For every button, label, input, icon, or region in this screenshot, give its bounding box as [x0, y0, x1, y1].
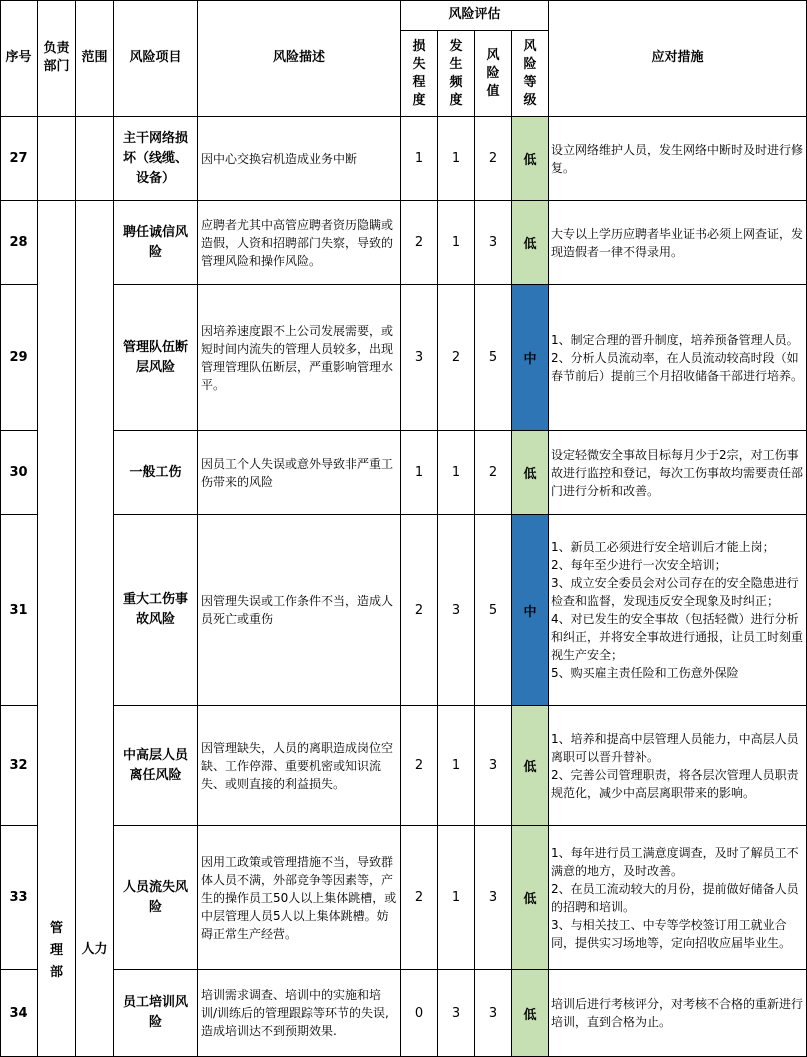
risk-level-badge: 低 — [512, 201, 549, 285]
risk-value: 3 — [475, 201, 512, 285]
countermeasure: 设定轻微安全事故目标每月少于2宗，对工伤事故进行监控和登记，每次工伤事故均需要责任部门进行分析和改善。 — [549, 431, 807, 515]
risk-description: 应聘者尤其中高管应聘者资历隐瞒或造假，人资和招聘部门失察，导致的管理风险和操作风险。 — [198, 201, 401, 285]
countermeasure: 1、培养和提高中层管理人员能力，中高层人员离职可以晋升替补。 2、完善公司管理职责，将各层次管理人员职责规范化，减少中高层离职带来的影响。 — [549, 706, 807, 826]
risk-level-badge: 低 — [512, 826, 549, 970]
occurrence-frequency: 1 — [438, 431, 475, 515]
dept-merged-cell — [38, 201, 76, 1057]
countermeasure: 1、每年进行员工满意度调查，及时了解员工不满意的地方，及时改善。 2、在员工流动较大的月份，提前做好储备人员的招聘和培训。 3、与相关技工、中专等学校签订用工就业合同，提供实习场地等，定向招收应届毕业生。 — [549, 826, 807, 970]
header-level: 风 险 等 级 — [512, 31, 549, 117]
loss-degree: 3 — [401, 285, 438, 431]
row-seq: 30 — [0, 431, 38, 515]
loss-degree: 2 — [401, 826, 438, 970]
occurrence-frequency: 3 — [438, 970, 475, 1057]
row-seq: 29 — [0, 285, 38, 431]
header-item: 风险项目 — [114, 0, 198, 117]
risk-description: 因管理失误或工作条件不当，造成人员死亡或重伤 — [198, 515, 401, 706]
loss-degree: 2 — [401, 201, 438, 285]
risk-item: 员工培训风险 — [114, 970, 198, 1057]
header-scope: 范围 — [76, 0, 114, 117]
risk-description: 因管理缺失，人员的离职造成岗位空缺、工作停滞、重要机密或知识流失、或则直接的利益损失。 — [198, 706, 401, 826]
row-seq: 28 — [0, 201, 38, 285]
risk-level-badge: 低 — [512, 117, 549, 201]
risk-description: 因员工个人失误或意外导致非严重工伤带来的风险 — [198, 431, 401, 515]
row-seq: 34 — [0, 970, 38, 1057]
countermeasure: 设立网络维护人员，发生网络中断时及时进行修复。 — [549, 117, 807, 201]
risk-item: 管理队伍断层风险 — [114, 285, 198, 431]
risk-description: 培训需求调查、培训中的实施和培训/训练后的管理跟踪等环节的失误,造成培训达不到预期效果. — [198, 970, 401, 1057]
row-seq: 27 — [0, 117, 38, 201]
risk-description: 因培养速度跟不上公司发展需要，或短时间内流失的管理人员较多，出现管理管理队伍断层，严重影响管理水平。 — [198, 285, 401, 431]
countermeasure: 1、新员工必须进行安全培训后才能上岗； 2、每年至少进行一次安全培训； 3、成立安全委员会对公司存在的安全隐患进行检查和监督，发现违反安全现象及时纠正； 4、对已发生的安全事故（包括轻微）进行分析和纠正，并将安全事故进行通报，让员工时刻重视生产安全； 5、购买雇主责任险和工伤意外保险 — [549, 515, 807, 706]
risk-item: 中高层人员离任风险 — [114, 706, 198, 826]
row-seq: 32 — [0, 706, 38, 826]
loss-degree: 2 — [401, 706, 438, 826]
countermeasure: 大专以上学历应聘者毕业证书必须上网查证，发现造假者一律不得录用。 — [549, 201, 807, 285]
row-seq: 33 — [0, 826, 38, 970]
occurrence-frequency: 1 — [438, 117, 475, 201]
risk-value: 3 — [475, 826, 512, 970]
countermeasure: 培训后进行考核评分，对考核不合格的重新进行培训，直到合格为止。 — [549, 970, 807, 1057]
header-loss: 损 失 程 度 — [401, 31, 438, 117]
risk-description: 因用工政策或管理措施不当，导致群体人员不满，外部竞争等因素等，产生的操作员工50人以上集体跳槽，或中层管理人员5人以上集体跳槽。妨碍正常生产经营。 — [198, 826, 401, 970]
risk-level-badge: 中 — [512, 285, 549, 431]
risk-level-badge: 低 — [512, 970, 549, 1057]
occurrence-frequency: 1 — [438, 201, 475, 285]
header-desc: 风险描述 — [198, 0, 401, 117]
risk-value: 3 — [475, 970, 512, 1057]
countermeasure: 1、制定合理的晋升制度，培养预备管理人员。 2、分析人员流动率，在人员流动较高时段（如春节前后）提前三个月招收储备干部进行培养。 — [549, 285, 807, 431]
risk-value: 3 — [475, 706, 512, 826]
loss-degree: 1 — [401, 117, 438, 201]
dept-cell-empty — [38, 117, 76, 201]
risk-level-badge: 低 — [512, 706, 549, 826]
occurrence-frequency: 1 — [438, 706, 475, 826]
loss-degree: 0 — [401, 970, 438, 1057]
occurrence-frequency: 3 — [438, 515, 475, 706]
header-measure: 应对措施 — [549, 0, 807, 117]
risk-item: 重大工伤事故风险 — [114, 515, 198, 706]
risk-value: 5 — [475, 515, 512, 706]
header-dept: 负责 部门 — [38, 0, 76, 117]
risk-item: 聘任诚信风险 — [114, 201, 198, 285]
risk-value: 5 — [475, 285, 512, 431]
risk-item: 一般工伤 — [114, 431, 198, 515]
risk-level-badge: 中 — [512, 515, 549, 706]
scope-merged-cell — [76, 201, 114, 1057]
occurrence-frequency: 2 — [438, 285, 475, 431]
scope-label: 人力 — [81, 942, 108, 957]
risk-item: 主干网络损坏（线缆、设备） — [114, 117, 198, 201]
occurrence-frequency: 1 — [438, 826, 475, 970]
risk-value: 2 — [475, 431, 512, 515]
loss-degree: 1 — [401, 431, 438, 515]
dept-label: 管 理 部 — [49, 921, 63, 980]
risk-description: 因中心交换宕机造成业务中断 — [198, 117, 401, 201]
header-eval: 风险评估 — [401, 0, 549, 31]
risk-level-badge: 低 — [512, 431, 549, 515]
risk-item: 人员流失风险 — [114, 826, 198, 970]
scope-cell-empty — [76, 117, 114, 201]
header-value: 风 险 值 — [475, 31, 512, 117]
row-seq: 31 — [0, 515, 38, 706]
header-freq: 发 生 频 度 — [438, 31, 475, 117]
risk-value: 2 — [475, 117, 512, 201]
loss-degree: 2 — [401, 515, 438, 706]
header-seq: 序号 — [0, 0, 38, 117]
